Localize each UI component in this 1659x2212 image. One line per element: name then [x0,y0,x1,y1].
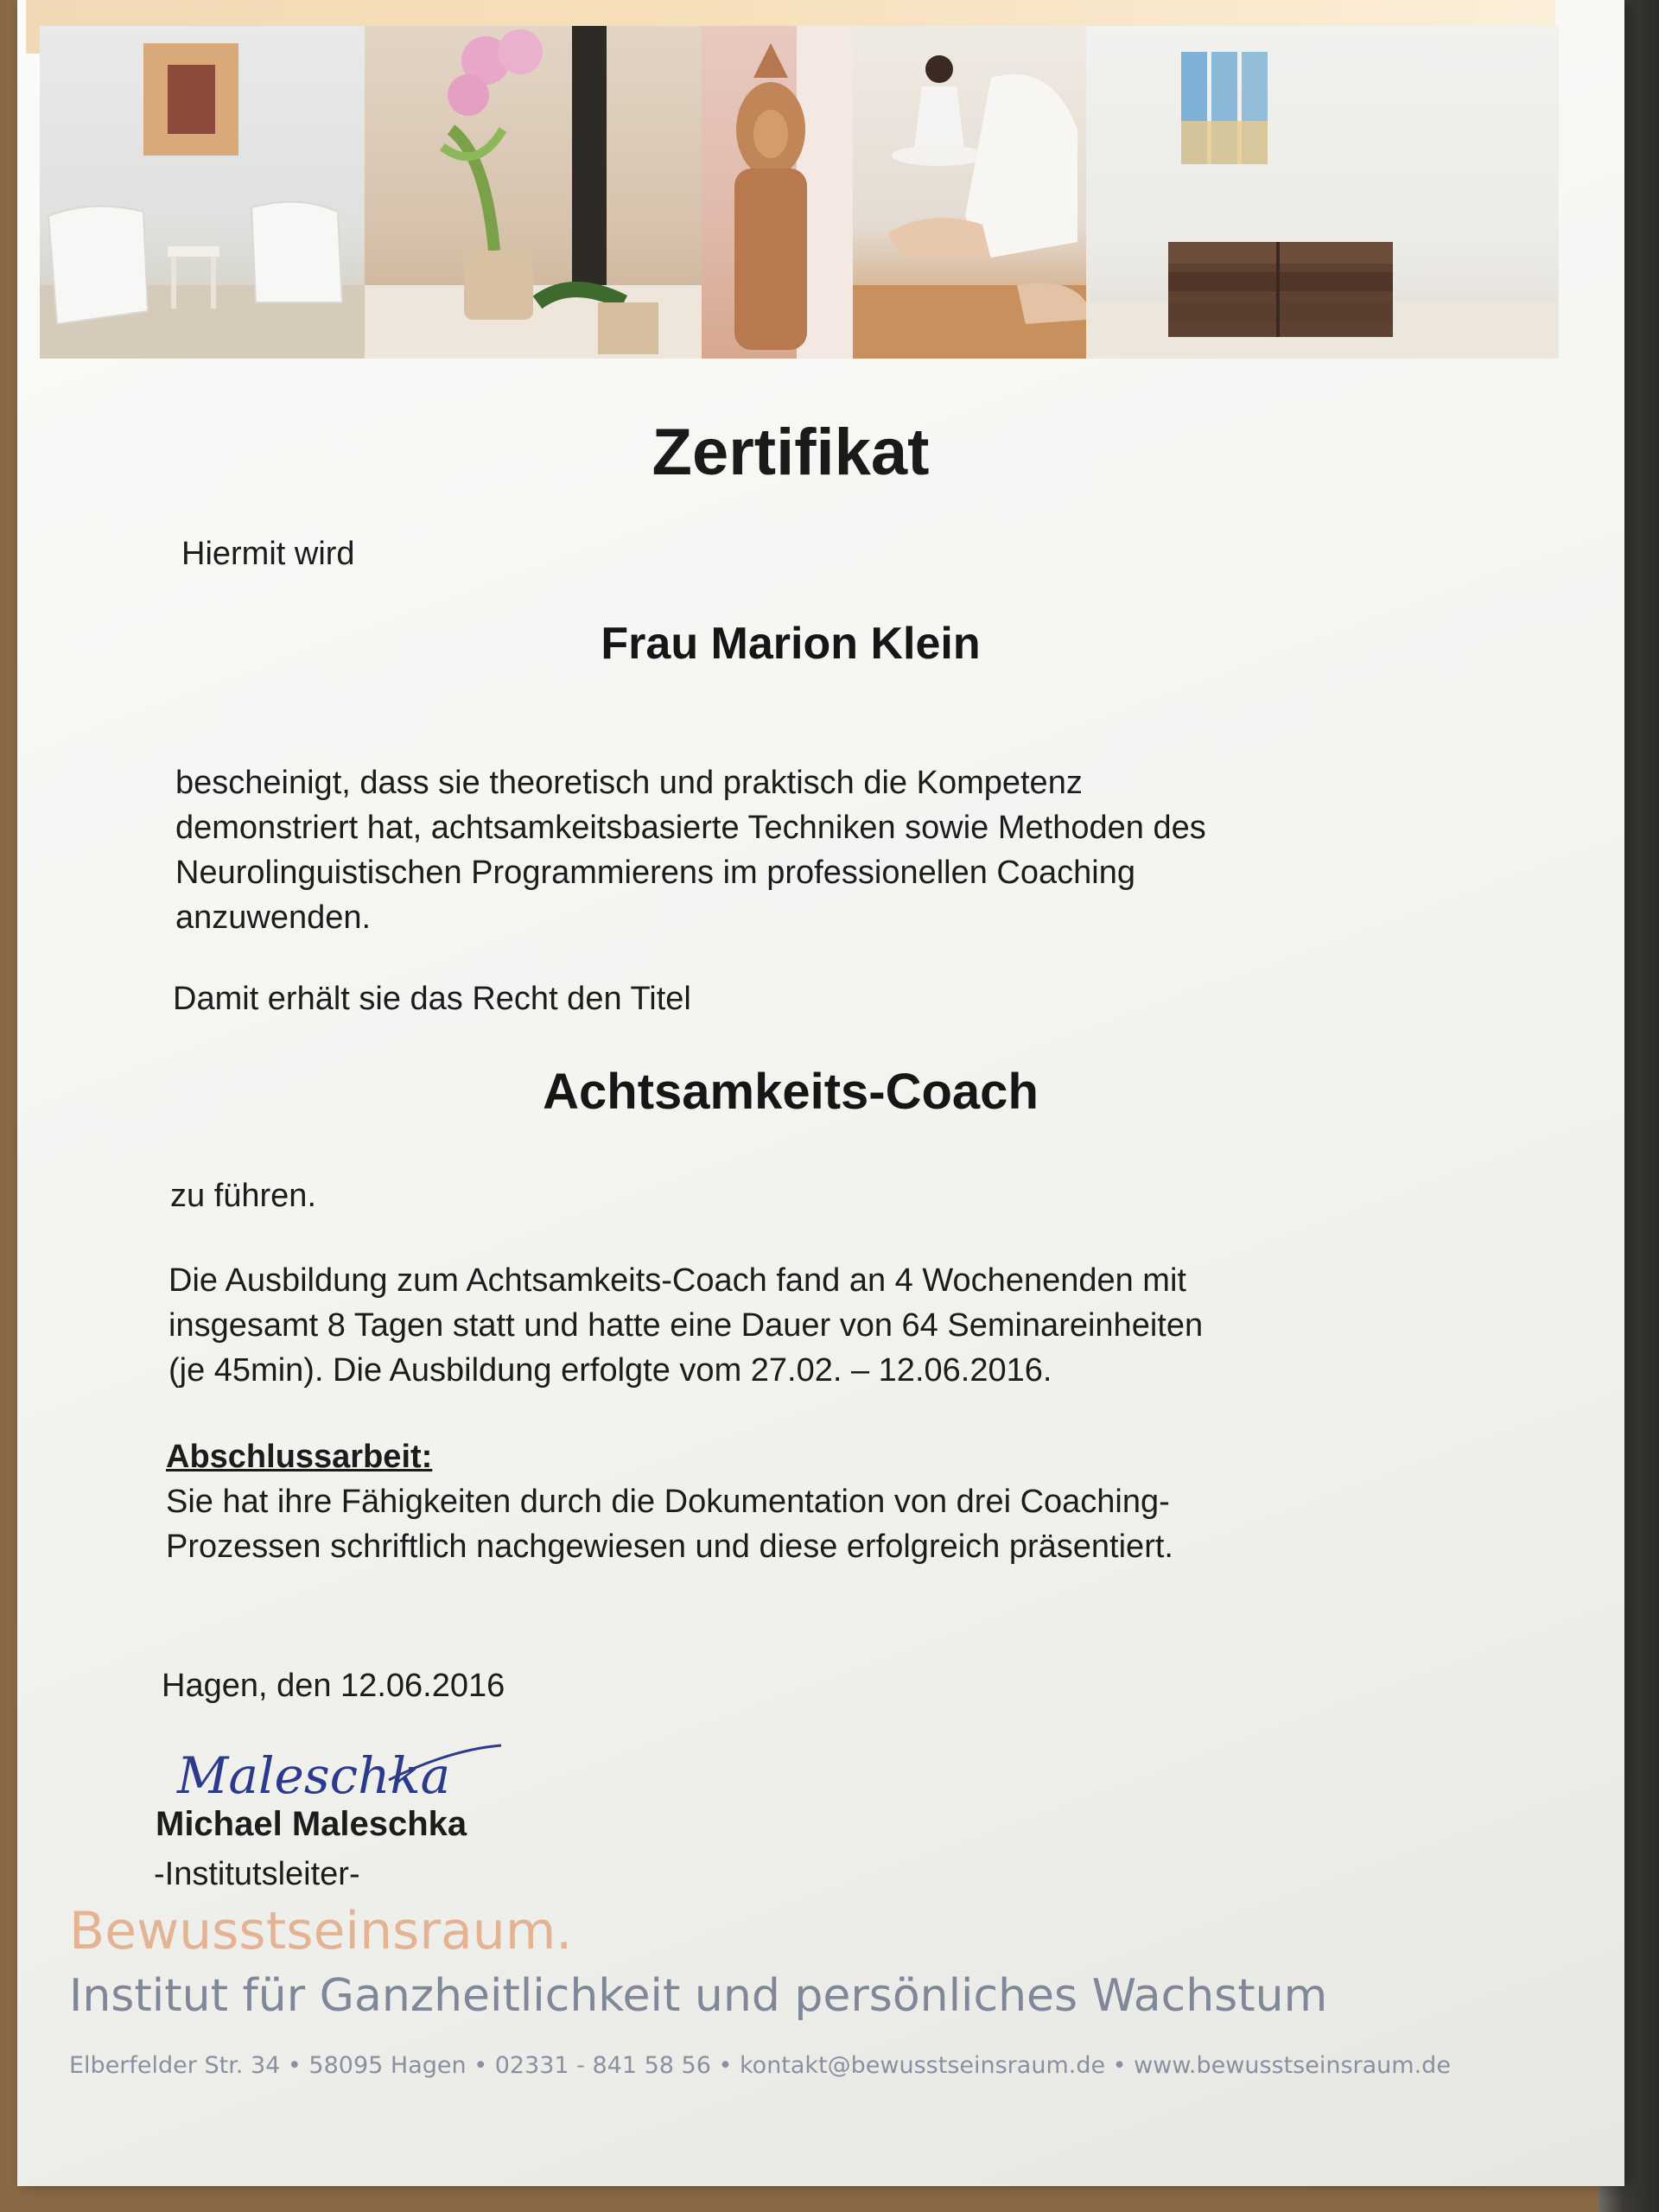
institute-brand: Bewusstseinsraum. [69,1901,573,1961]
signer-role: -Institutsleiter- [154,1856,360,1892]
training-paragraph [168,1258,1203,1393]
title-outro-text: zu führen. [170,1178,316,1214]
paragraph-line: insgesamt 8 Tagen statt und hatte eine Dauer von 64 Seminareinheiten [168,1307,1204,1344]
thesis-section [166,1434,1173,1569]
institute-tagline: Institut für Ganzheitlichkeit und persönliches Wachstum [69,1970,1328,2022]
paragraph-line: Die Ausbildung zum Achtsamkeits-Coach fand an 4 Wochenenden mit [168,1262,1186,1299]
photo-meditation [853,26,1086,359]
recipient-name: Frau Marion Klein [601,619,981,669]
signer-name: Michael Maleschka [156,1805,467,1843]
degree-title: Achtsamkeits-Coach [543,1064,1039,1120]
photo-buddha-statue [702,26,853,359]
competence-paragraph [175,760,1206,940]
photo-room-sideboard [1086,26,1559,359]
paragraph-line: Sie hat ihre Fähigkeiten durch die Dokumentation von drei Coaching- [166,1484,1170,1520]
svg-text:Maleschka: Maleschka [177,1746,451,1805]
paragraph-line: Prozessen schriftlich nachgewiesen und diese erfolgreich präsentiert. [166,1529,1173,1565]
photo-orchid [365,26,702,359]
paragraph-line: bescheinigt, dass sie theoretisch und praktisch die Kompetenz [175,765,1083,801]
paragraph-line: Neurolinguistischen Programmierens im professionellen Coaching [175,855,1135,891]
paragraph-line: demonstriert hat, achtsamkeitsbasierte Techniken sowie Methoden des [175,810,1206,846]
handwritten-signature [173,1732,518,1810]
paragraph-line: anzuwenden. [175,899,372,936]
certificate-title: Zertifikat [652,416,930,489]
intro-text: Hiermit wird [181,536,355,572]
paragraph-line: (je 45min). Die Ausbildung erfolgte vom 27.02. – 12.06.2016. [168,1352,1052,1389]
header-photo-strip [40,26,1559,359]
institute-contact-footer: Elberfelder Str. 34 • 58095 Hagen • 02331 - 841 58 56 • kontakt@bewusstseinsraum.de • www.bewusstseinsraum.de [69,2052,1451,2079]
title-intro-text: Damit erhält sie das Recht den Titel [173,981,691,1017]
place-date: Hagen, den 12.06.2016 [162,1668,505,1704]
photo-lounge-chairs [40,26,365,359]
thesis-heading: Abschlussarbeit: [166,1439,433,1475]
